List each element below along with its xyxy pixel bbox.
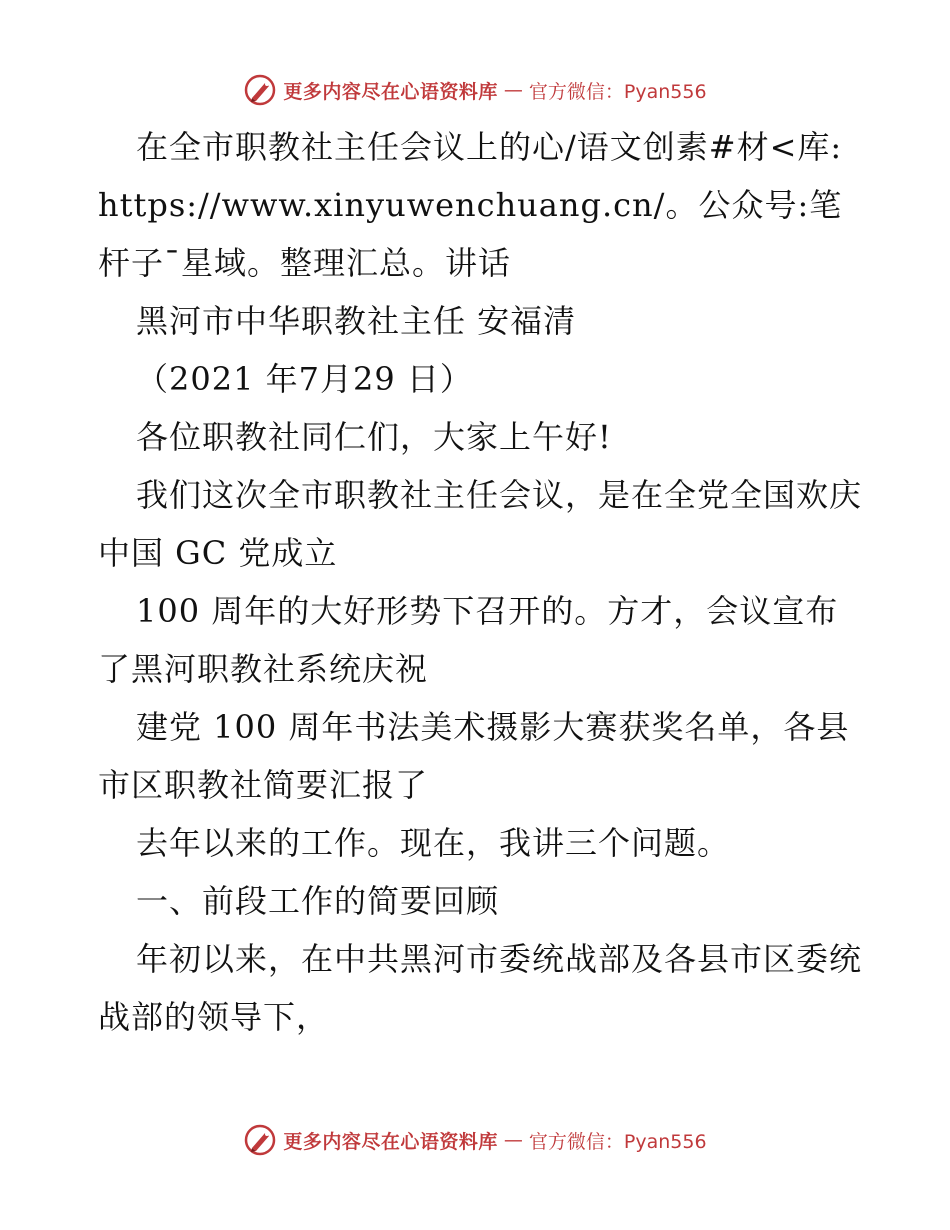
banner-separator: — <box>503 79 523 101</box>
paragraph: 建党 100 周年书法美术摄影大赛获奖名单，各县市区职教社简要汇报了 <box>98 708 850 804</box>
banner-title: 更多内容尽在心语资料库 <box>283 80 498 103</box>
paragraph: 100 周年的大好形势下召开的。方才，会议宣布了黑河职教社系统庆祝 <box>98 592 839 688</box>
banner-title: 更多内容尽在心语资料库 <box>283 1130 498 1153</box>
paragraph: 年初以来，在中共黑河市委统战部及各县市区委统战部的领导下， <box>98 940 863 1036</box>
section-heading: 一、前段工作的简要回顾 <box>136 882 500 920</box>
speaker-line: 黑河市中华职教社主任 安福清 <box>136 302 577 340</box>
document-body <box>98 118 868 1046</box>
paragraph: 去年以来的工作。现在，我讲三个问题。 <box>136 824 731 862</box>
header-watermark-banner <box>0 70 950 110</box>
pen-logo-icon <box>243 73 277 107</box>
pen-logo-icon <box>243 1123 277 1157</box>
greeting-line: 各位职教社同仁们，大家上午好! <box>136 418 612 456</box>
banner-wechat-id: 官方微信：Pyan556 <box>528 1130 707 1153</box>
document-title: 在全市职教社主任会议上的心/语文创素#材<库: https://www.xinyuwenchuang.cn/。公众号:笔杆子¯星域。整理汇总。讲话 <box>98 128 843 282</box>
date-line: （2021 年7月29 日） <box>136 360 473 398</box>
banner-wechat-id: 官方微信：Pyan556 <box>528 80 707 103</box>
banner-separator: — <box>503 1129 523 1151</box>
footer-watermark-banner <box>0 1120 950 1160</box>
paragraph: 我们这次全市职教社主任会议，是在全党全国欢庆中国 GC 党成立 <box>98 476 863 572</box>
